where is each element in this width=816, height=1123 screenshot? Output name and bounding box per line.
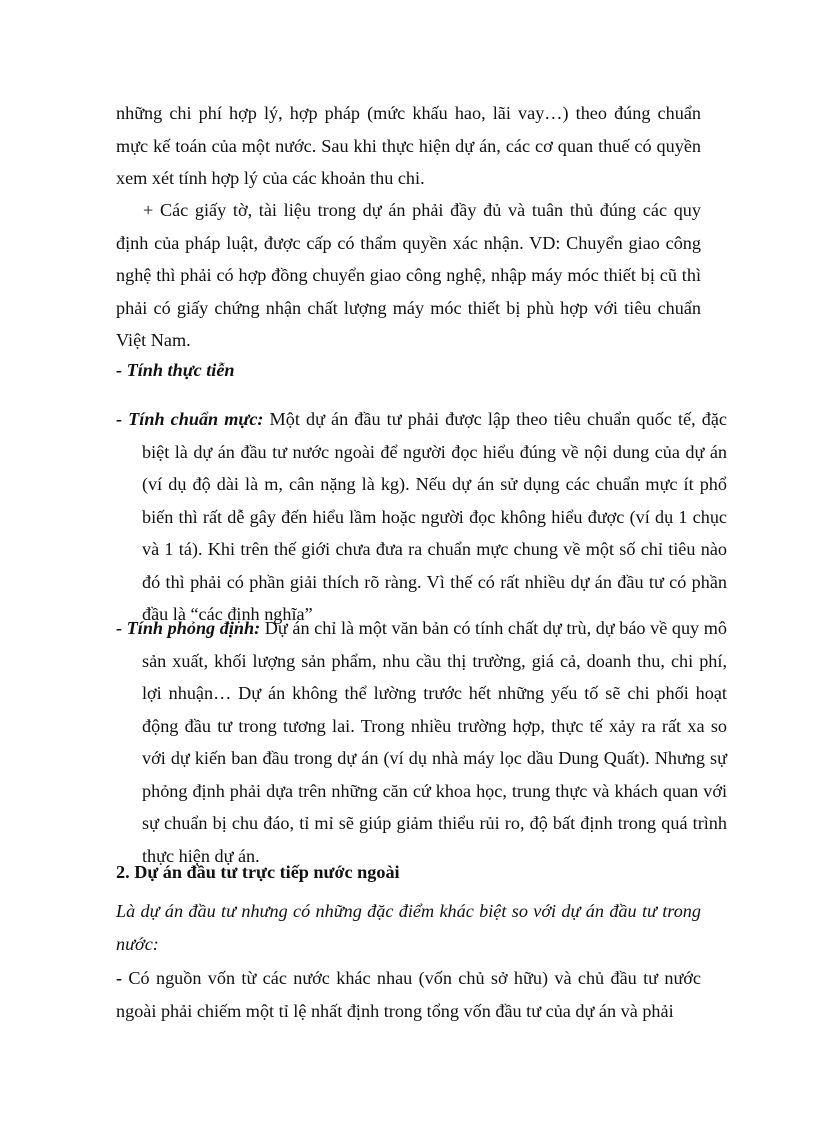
heading-practicality <box>116 354 701 387</box>
paragraph-standardization <box>116 403 727 631</box>
paragraph-documents: + Các giấy tờ, tài liệu trong dự án phải đầy đủ và tuân thủ đúng các quy định của pháp luật, được cấp có thẩm quyền xác nhận. VD: Chuyển giao công nghệ thì phải có hợp đồng chuyển giao công nghệ, nhập máy móc thiết bị cũ thì phải có giấy chứng nhận chất lượng máy móc thiết bị phù hợp với tiêu chuẩn Việt Nam. <box>116 200 701 350</box>
practicality-label: - Tính thực tiễn <box>116 360 235 380</box>
standardization-label: - Tính chuẩn mực: <box>116 409 264 429</box>
estimation-text: Dự án chỉ là một văn bản có tính chất dự trù, dự báo về quy mô sản xuất, khối lượng sản phẩm, nhu cầu thị trường, giá cả, doanh thu, chi phí, lợi nhuận… Dự án không thể lường trước hết những yếu tố sẽ chi phối hoạt động đầu tư trong tương lai. Trong nhiều trường hợp, thực tế xảy ra rất xa so với dự kiến ban đầu trong dự án (ví dụ nhà máy lọc dầu Dung Quất). Nhưng sự phỏng định phải dựa trên những căn cứ khoa học, trung thực và khách quan với sự chuẩn bị chu đáo, tỉ mỉ sẽ giúp giảm thiểu rủi ro, độ bất định trong quá trình thực hiện dự án. <box>142 618 727 866</box>
standardization-text: Một dự án đầu tư phải được lập theo tiêu chuẩn quốc tế, đặc biệt là dự án đầu tư nước ngoài để người đọc hiểu đúng về nội dung của dự án (ví dụ độ dài là m, cân nặng là kg). Nếu dự án sử dụng các chuẩn mực ít phổ biến thì rất dễ gây đến hiểu lầm hoặc người đọc không hiểu được (ví dụ 1 chục và 1 tá). Khi trên thế giới chưa đưa ra chuẩn mực chung về một số chỉ tiêu nào đó thì phải có phần giải thích rõ ràng. Vì thế có rất nhiều dự án đầu tư có phần đầu là “các định nghĩa” <box>142 409 727 624</box>
section-heading-fdi <box>116 856 701 889</box>
capital-dash: - <box>116 968 123 988</box>
fdi-heading-text: 2. Dự án đầu tư trực tiếp nước ngoài <box>116 862 400 882</box>
estimation-label: - Tính phỏng định: <box>116 618 261 638</box>
paragraph-capital-source <box>116 962 701 1027</box>
paragraph-cost-standards: những chi phí hợp lý, hợp pháp (mức khấu hao, lãi vay…) theo đúng chuẩn mực kế toán của một nước. Sau khi thực hiện dự án, các cơ quan thuế có quyền xem xét tính hợp lý của các khoản thu chi. <box>116 103 701 188</box>
capital-text: Có nguồn vốn từ các nước khác nhau (vốn chủ sở hữu) và chủ đầu tư nước ngoài phải chiếm một tỉ lệ nhất định trong tổng vốn đầu tư của dự án và phải <box>116 968 701 1021</box>
paragraph-fdi-intro: Là dự án đầu tư nhưng có những đặc điểm khác biệt so với dự án đầu tư trong nước: <box>116 901 701 954</box>
paragraph-estimation <box>116 612 727 872</box>
